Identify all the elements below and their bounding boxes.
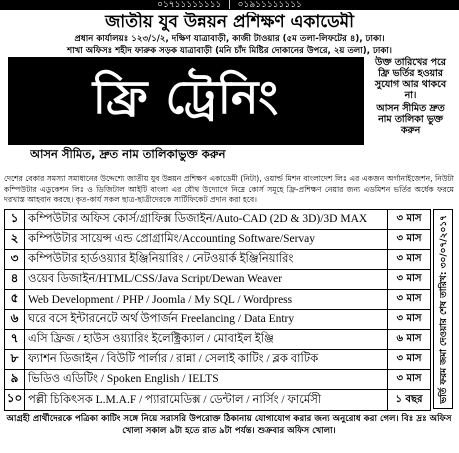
course-number: ৫ xyxy=(5,290,25,309)
course-number: ১ xyxy=(5,210,25,229)
side-note-seats: আসন সীমিত দ্রুত নাম তালিকা ভুক্ত করুন xyxy=(376,103,445,136)
course-duration: ৩ মাস xyxy=(396,293,422,304)
banner-side-note xyxy=(368,57,453,138)
course-table xyxy=(4,209,431,411)
limited-seats-line: আসন সীমিত, দ্রুত নাম তালিকাভুক্ত করুন xyxy=(30,147,226,161)
intro-paragraph: দেশের বেকার সমস্যা সমাধানের উদ্দেশ্যে জাতীয় যুব উন্নয়ন প্রশিক্ষণ একাডেমী (নিটা), ওয়ার্ল্ড মিশন বাংলাদেশ লিঃ এর একজন অর্গানাইজেশন, নিউটা কম্পিউটার এডুকেশন লিঃ ও ডিজিটাল আইটি বাংলা এর যৌথ উদ্যোগে নিম্নে কোর্স সমূহে ফ্রি-প্রশিক্ষণ নেয়ার জন্য এডমিশন ভর্তির অর্ধেক ফরমে দরখাস্ত আহবান করছে। কৃত-কার্য সকল ছাত্র-ছাত্রীদেরকে সার্টিফিকেট প্রদান করা হবে। xyxy=(4,174,454,204)
course-name: কম্পিউটার সায়েন্স এন্ড প্রোগ্রামিং/Accounting Software/Servay xyxy=(25,230,388,249)
course-number: ১০ xyxy=(5,390,25,410)
course-number: ৮ xyxy=(5,350,25,369)
course-duration: ৩ মাস xyxy=(396,353,422,364)
free-training-banner xyxy=(8,57,364,145)
course-row xyxy=(5,350,430,370)
course-row xyxy=(5,290,430,310)
course-number: ৬ xyxy=(5,310,25,329)
course-name: ফ্যাশন ডিজাইন / বিউটি পার্লার / রান্না / সেলাই কাটিং / ব্লক বাটিক xyxy=(25,350,388,369)
course-name: কম্পিউটার হার্ডওয়্যার ইঞ্জিনিয়ারিং / নেটওয়ার্ক ইঞ্জিনিয়ারিং xyxy=(25,250,388,269)
course-name: পল্লী চিকিৎসক L.M.A.F / প্যারামেডিক্স / ডেন্টাল / নার্সিং / ফার্মেসী xyxy=(25,390,388,410)
course-name: ওয়েব ডিজাইন/HTML/CSS/Java Script/Dewan Weaver xyxy=(25,270,388,289)
course-name: ভিডিও এডিটিং / Spoken English / IELTS xyxy=(25,370,388,389)
course-row xyxy=(5,310,430,330)
side-note-deadline: উক্ত তারিখের পরে ফ্রি ভর্তির হওয়ার সুযোগ আর থাকবে না। xyxy=(374,57,447,101)
course-number: ২ xyxy=(5,230,25,249)
organization-name: জাতীয় যুব উন্নয়ন প্রশিক্ষণ একাডেমী xyxy=(105,12,354,32)
course-row xyxy=(5,210,430,230)
course-row xyxy=(5,330,430,350)
course-number: ৩ xyxy=(5,250,25,269)
course-number: ৯ xyxy=(5,370,25,389)
course-row xyxy=(5,270,430,290)
course-row xyxy=(5,370,430,390)
course-duration: ১ বছর xyxy=(395,393,423,405)
deadline-text: ভর্তি ফরম জমা দেওয়ার শেষ তারিখ: ৩০/০৭/২০১৭ xyxy=(438,214,449,404)
banner-title: ফ্রি ট্রেনিং xyxy=(92,70,280,124)
course-number: ৭ xyxy=(5,330,25,349)
course-name: ঘরে বসে ইন্টারনেটে অর্থ উপার্জন Freelancing / Data Entry xyxy=(25,310,388,329)
branch-office-address: শাখা অফিসঃ শহীদ ফারুক সড়ক যাত্রাবাড়ী (মনি চাঁদ মিষ্টির দোকানের উপরে, ২য় তলা), ঢাকা। xyxy=(67,46,392,56)
course-row xyxy=(5,390,430,410)
course-name: কম্পিউটার অফিস কোর্স/গ্রাফিক্স ডিজাইন/Auto-CAD (2D & 3D)/3D MAX xyxy=(25,210,388,229)
course-duration: ৩ মাস xyxy=(396,233,422,244)
head-office-address: প্রধান কার্যালয়ঃ ১২৩/১/২, দক্ষিণ যাত্রাবাড়ী, কাজী টাওয়ার (৫ম তলা-লিফটের ৪), ঢাকা। xyxy=(74,34,385,44)
course-row xyxy=(5,230,430,250)
footer-note: আগ্রহী প্রার্থীদেরকে পত্রিকা কাটিং সঙ্গে নিয়ে সরাসরি উপরোক্ত ঠিকানায় যোগাযোগ করার জন্য অনুরোধ করা গেল। বিঃ দ্রঃ অফিস খোলা সকাল ৯টা হতে রাত ৯টা পর্যন্ত। শুক্রবার অফিস খোলা। xyxy=(6,414,452,436)
deadline-vertical-note xyxy=(433,209,453,409)
course-number: ৪ xyxy=(5,270,25,289)
course-duration: ৩ মাস xyxy=(396,213,422,224)
course-name: Web Development / PHP / Joomla / My SQL / Wordpress xyxy=(25,290,388,309)
course-name: এসি ফ্রিজ / হাউস ওয়্যারিং ইলেক্ট্রিক্যাল / মোবাইল ইঞ্জি xyxy=(25,330,388,349)
course-duration: ৩ মাস xyxy=(396,313,422,324)
phone-strip: ০১৭১১১১১১১১ | ০১৯১১১১১১১১ xyxy=(0,0,459,10)
course-duration: ৩ মাস xyxy=(396,253,422,264)
course-duration: ৩ মাস xyxy=(396,373,422,384)
address-block xyxy=(6,33,453,57)
course-duration: ৬ মাস xyxy=(396,333,422,344)
course-row xyxy=(5,250,430,270)
course-duration: ৩ মাস xyxy=(396,273,422,284)
